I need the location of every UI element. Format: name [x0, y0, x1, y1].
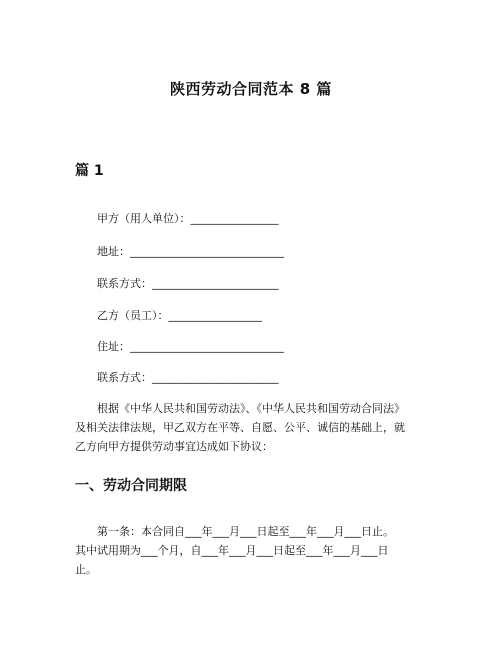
document-title: 陕西劳动合同范本 8 篇: [170, 80, 332, 98]
party-a-field: 甲方（用人单位）：________________: [97, 212, 279, 225]
article-line: 第一条：本合同自___年___月___日起至___年___月___日止。: [97, 525, 394, 538]
chapter-heading: 篇 1: [75, 163, 104, 179]
section-heading-contract-term: 一、劳动合同期限: [75, 478, 187, 494]
party-b-contact-field: 联系方式：_______________________: [97, 371, 279, 384]
article-line: 其中试用期为___个月，自___年___月___日起至___年___月___日: [75, 544, 389, 557]
party-a-address-field: 地址：____________________________: [97, 245, 284, 258]
preamble-paragraph: [75, 399, 431, 456]
preamble-line: 乙方向甲方提供劳动事宜达成如下协议：: [75, 440, 273, 453]
article-line: 止。: [75, 563, 97, 576]
party-b-address-field: 住址：____________________________: [97, 340, 284, 353]
preamble-line: 根据《中华人民共和国劳动法》、《中华人民共和国劳动合同法》: [97, 402, 405, 415]
article-1-paragraph: [75, 522, 431, 579]
party-a-contact-field: 联系方式：_______________________: [97, 277, 279, 290]
preamble-line: 及相关法律法规，甲乙双方在平等、自愿、公平、诚信的基础上，就: [75, 421, 405, 434]
party-b-field: 乙方（员工）：_________________: [97, 309, 262, 322]
